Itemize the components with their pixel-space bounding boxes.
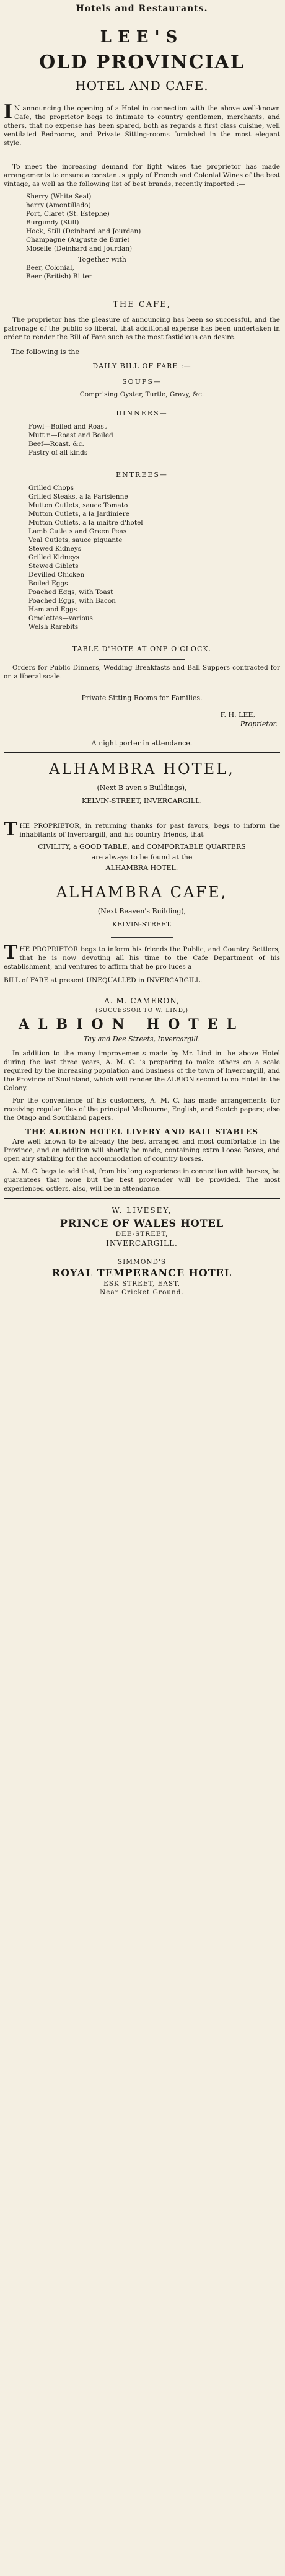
signature-role: Proprietor. <box>240 720 278 728</box>
list-item: Burgundy (Still) <box>26 219 79 226</box>
albion-address: Tay and Dee Streets, Invercargill. <box>83 1035 201 1043</box>
lee-wines-intro: To meet the increasing demand for light wines the proprietor has made arrangements to ensure a constant supply of French and Colonial Wines of the best vintage, as well as the following list of best brands, recently imported :— <box>4 163 280 188</box>
list-item: Sherry (White Seal) <box>26 193 92 200</box>
prince-owner: W. LIVESEY, <box>112 1206 172 1215</box>
following-text: The following is the <box>11 348 80 356</box>
list-item: Fowl—Boiled and Roast <box>28 423 107 430</box>
temperance-street: ESK STREET, EAST, <box>103 1280 180 1287</box>
prince-title: PRINCE OF WALES HOTEL <box>59 1217 224 1229</box>
dinners-title: DINNERS— <box>116 409 168 417</box>
albion-successor: (SUCCESSOR TO W. LIND,) <box>95 1008 189 1014</box>
lee-title: OLD PROVINCIAL <box>39 51 245 73</box>
list-item: Boiled Eggs <box>28 580 68 587</box>
soups-title: SOUPS— <box>122 378 162 386</box>
list-item: herry (Amontillado) <box>26 202 91 209</box>
divider <box>111 937 173 938</box>
lee-advert <box>4 28 280 747</box>
list-item: Champagne (Auguste de Burie) <box>26 236 130 244</box>
divider <box>4 752 280 753</box>
list-item: Mutton Cutlets, sauce Tomato <box>28 502 128 509</box>
temperance-title: ROYAL TEMPERANCE HOTEL <box>51 1267 232 1279</box>
dinners-list <box>4 422 280 457</box>
soups-text: Comprising Oyster, Turtle, Gravy, &c. <box>79 391 204 398</box>
list-item: Hock, Still (Deinhard and Jourdan) <box>26 228 141 235</box>
together-with: Together with <box>78 255 126 264</box>
list-item: Ham and Eggs <box>28 606 77 613</box>
alhambra-cafe-location: (Next Beaven's Building), <box>97 907 186 915</box>
list-item: Beer (British) Bitter <box>26 273 92 280</box>
entrees-title: ENTREES— <box>116 471 168 479</box>
lee-subtitle: HOTEL AND CAFE. <box>75 78 209 93</box>
daily-bill: DAILY BILL OF FARE :— <box>92 362 191 370</box>
list-item: Mutton Cutlets, a la maitre d'hotel <box>28 519 143 526</box>
alhambra-hotel-name: ALHAMBRA HOTEL. <box>105 864 178 872</box>
albion-stables-title: THE ALBION HOTEL LIVERY AND BAIT STABLES <box>25 1127 258 1136</box>
alhambra-cafe-text: THE PROPRIETOR begs to inform his friends the Public, and Country Settlers, that he is now devoting all his time to the Cafe Department of his establishment, and ventures to affirm that he pro luces a <box>4 942 280 970</box>
list-item: Stewed Giblets <box>28 562 79 570</box>
list-item: Grilled Steaks, a la Parisienne <box>28 493 128 500</box>
list-item: Mutton Cutlets, a la Jardiniere <box>28 510 129 518</box>
alhambra-hotel-found: are always to be found at the <box>91 853 193 861</box>
temperance-near: Near Cricket Ground. <box>100 1289 184 1296</box>
alhambra-cafe-street: KELVIN-STREET. <box>112 920 172 928</box>
prince-town: INVERCARGILL. <box>106 1239 178 1248</box>
list-item: Poached Eggs, with Toast <box>28 588 113 596</box>
alhambra-cafe-bill: BILL of FARE at present UNEQUALLED in INVERCARGILL. <box>4 977 203 984</box>
list-item: Beer, Colonial, <box>26 264 74 272</box>
list-item: Welsh Rarebits <box>28 623 79 631</box>
albion-text-1: In addition to the many improvements made by Mr. Lind in the above Hotel during the last three years, A. M. C. is preparing to make others on a scale required by the increasing population and business of the town of Invercargill, and the Province of Southland, which will render the ALBION second to no Hotel in the Colony. <box>4 1050 280 1092</box>
list-item: Grilled Chops <box>28 484 74 492</box>
alhambra-cafe-advert <box>4 884 280 985</box>
list-item: Port, Claret (St. Estephe) <box>26 210 110 218</box>
alhambra-hotel-street: KELVIN-STREET, INVERCARGILL. <box>82 797 202 805</box>
alhambra-hotel-highlight: CIVILITY, a GOOD TABLE, and COMFORTABLE QUARTERS <box>38 843 246 851</box>
cafe-heading: THE CAFE, <box>113 300 171 309</box>
list-item: Pastry of all kinds <box>28 449 88 456</box>
temperance-owner: SIMMOND'S <box>117 1258 167 1266</box>
list-item: Grilled Kidneys <box>28 554 79 561</box>
night-porter: A night porter in attendance. <box>91 739 193 747</box>
prince-advert <box>4 1206 280 1248</box>
lee-intro: IN announcing the opening of a Hotel in connection with the above well-known Cafe, the proprietor begs to intimate to country gentlemen, merchants, and others, that no expense has been spared, both as regards a first class cuisine, well ventilated Bedrooms, and Private Sitting-rooms furnished in the most elegant style. <box>4 101 280 147</box>
divider <box>4 1198 280 1199</box>
list-item: Devilled Chicken <box>28 571 85 579</box>
list-item: Veal Cutlets, sauce piquante <box>28 536 123 544</box>
list-item: Omelettes—various <box>28 615 93 622</box>
alhambra-hotel-title: ALHAMBRA HOTEL, <box>49 760 235 778</box>
lee-name: LEE'S <box>100 28 184 47</box>
list-item: Mutt n—Roast and Boiled <box>28 432 113 439</box>
list-item: Moselle (Deinhard and Jourdan) <box>26 245 133 252</box>
signature: F. H. LEE, <box>220 711 255 719</box>
alhambra-cafe-title: ALHAMBRA CAFE, <box>56 884 228 901</box>
cafe-text: The proprietor has the pleasure of announcing has been so successful, and the patronage of the public so liberal, that additional expense has been undertaken in order to render the Bill of Fare such as the most fastidious can desire. <box>4 316 280 341</box>
temperance-advert <box>4 1258 280 1296</box>
section-heading: Hotels and Restaurants. <box>76 4 208 14</box>
wine-list <box>4 192 280 253</box>
alhambra-hotel-text: THE PROPRIETOR, in returning thanks for past favors, begs to inform the inhabitants of Invercargill, and his country friends, that <box>4 819 280 840</box>
prince-street: DEE-STREET, <box>115 1230 169 1238</box>
albion-text-3: A. M. C. begs to add that, from his long experience in connection with horses, he guarantees that none but the best provender will be provided. The most experienced ostlers, also, will be in attendance. <box>4 1168 280 1193</box>
private-rooms: Private Sitting Rooms for Families. <box>81 694 203 702</box>
entrees-list <box>4 484 280 631</box>
list-item: Poached Eggs, with Bacon <box>28 597 116 605</box>
albion-stables-text: Are well known to be already the best arranged and most comfortable in the Province, and an addition will shortly be made, containing extra Loose Boxes, and open airy stabling for the accommodation of country horses. <box>4 1138 280 1163</box>
albion-text-2: For the convenience of his customers, A. M. C. has made arrangements for receiving regular files of the principal Melbourne, English, and Scotch papers; also the Otago and Southland papers. <box>4 1097 280 1122</box>
albion-name: ALBION HOTEL <box>19 1016 245 1033</box>
albion-advert <box>4 997 280 1193</box>
list-item: Stewed Kidneys <box>28 545 82 553</box>
divider <box>99 659 185 660</box>
orders-text: Orders for Public Dinners, Wedding Breakfasts and Ball Suppers contracted for on a liberal scale. <box>4 664 280 680</box>
list-item: Beef—Roast, &c. <box>28 440 84 448</box>
list-item: Lamb Cutlets and Green Peas <box>28 528 127 535</box>
alhambra-hotel-location: (Next B aven's Buildings), <box>97 784 187 792</box>
table-dhote: TABLE D'HOTE AT ONE O'CLOCK. <box>72 645 212 653</box>
beer-list <box>4 264 280 281</box>
alhambra-hotel-advert <box>4 760 280 872</box>
albion-owner: A. M. CAMERON, <box>104 997 180 1005</box>
